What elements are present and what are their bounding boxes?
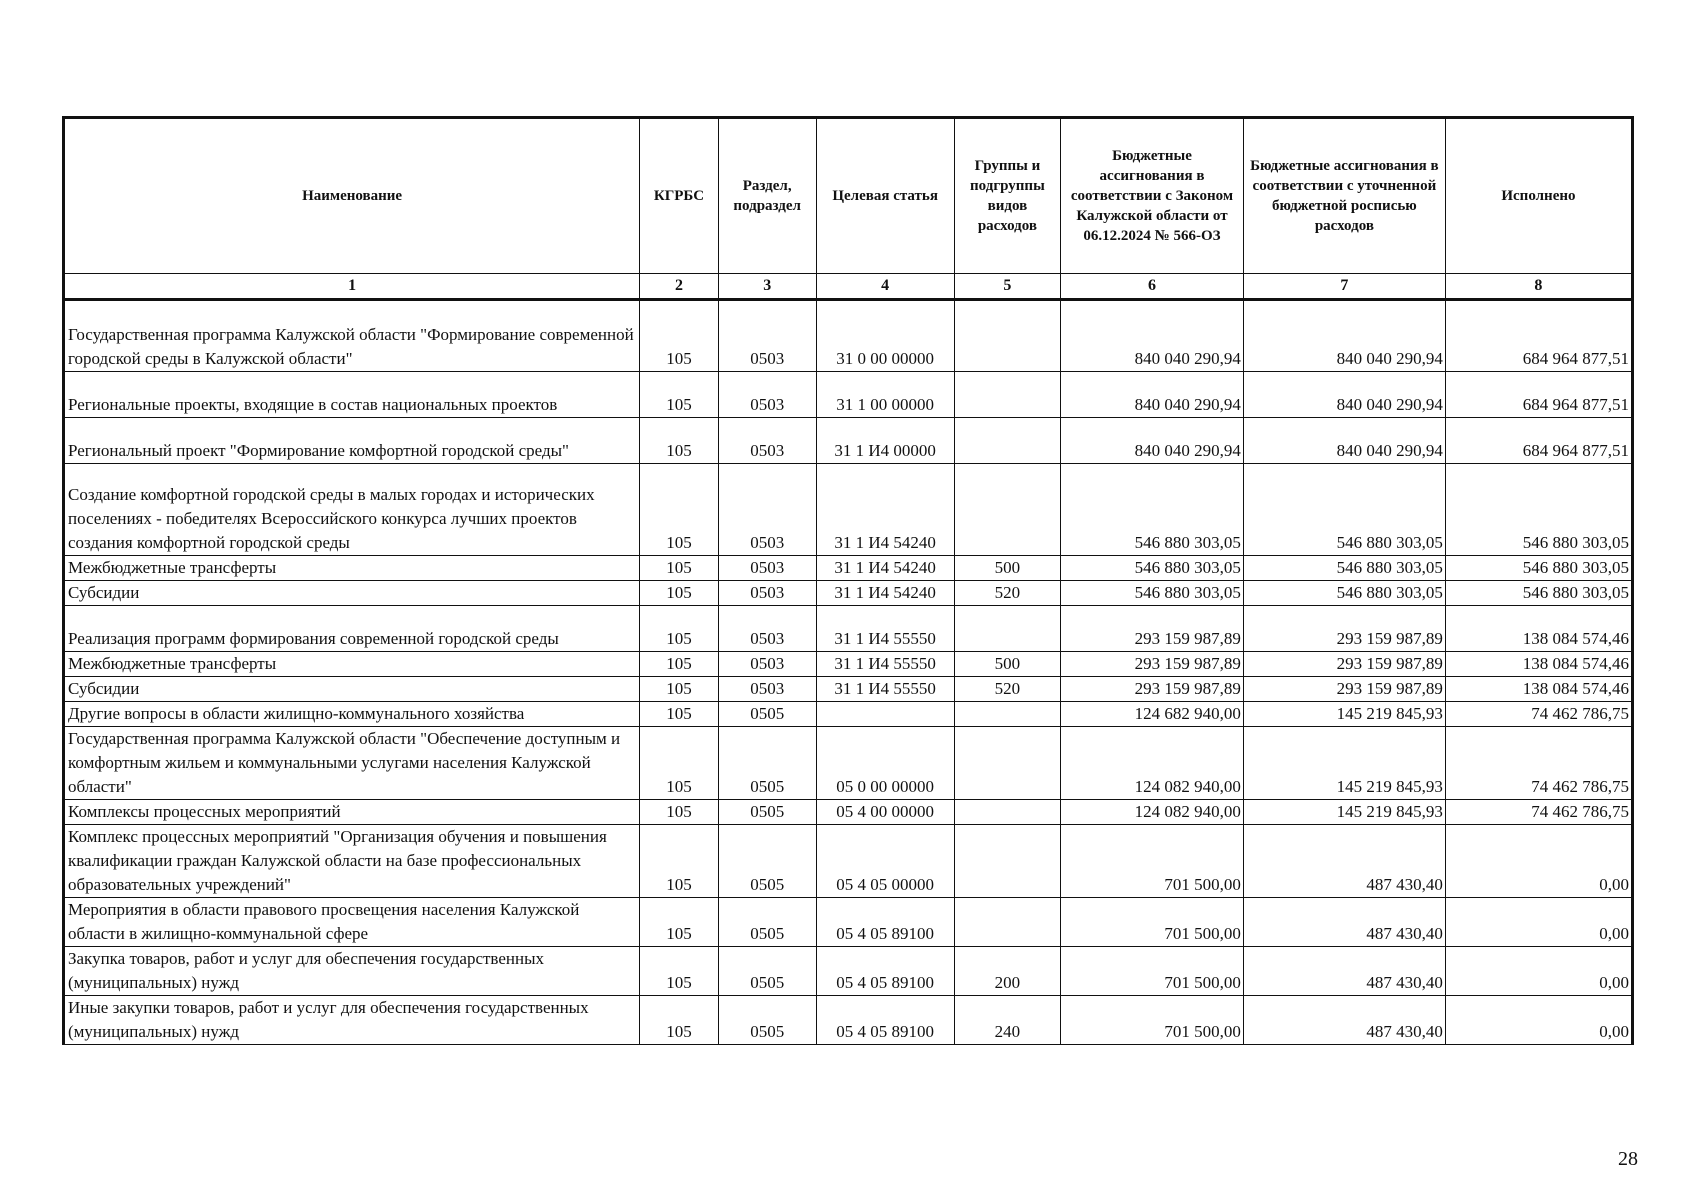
row-target-cell: 05 4 05 89100 — [816, 947, 954, 996]
row-refined-amount-cell: 546 880 303,05 — [1243, 464, 1445, 556]
row-kgrbs-cell: 105 — [640, 677, 719, 702]
row-group-cell: 500 — [954, 652, 1060, 677]
row-executed-amount-cell: 684 964 877,51 — [1445, 372, 1632, 418]
row-group-cell: 240 — [954, 996, 1060, 1045]
row-target-cell: 31 1 И4 54240 — [816, 581, 954, 606]
row-section-cell: 0505 — [718, 727, 816, 800]
row-kgrbs-cell: 105 — [640, 606, 719, 652]
row-kgrbs-cell: 105 — [640, 898, 719, 947]
row-target-cell: 31 1 00 00000 — [816, 372, 954, 418]
row-name-cell: Региональные проекты, входящие в состав национальных проектов — [64, 372, 640, 418]
row-executed-amount-cell: 546 880 303,05 — [1445, 464, 1632, 556]
row-target-cell: 05 0 00 00000 — [816, 727, 954, 800]
row-section-cell: 0503 — [718, 418, 816, 464]
row-kgrbs-cell: 105 — [640, 652, 719, 677]
row-executed-amount-cell: 546 880 303,05 — [1445, 581, 1632, 606]
row-section-cell: 0505 — [718, 898, 816, 947]
row-kgrbs-cell: 105 — [640, 372, 719, 418]
col-number: 2 — [640, 274, 719, 300]
row-law-amount-cell: 546 880 303,05 — [1061, 556, 1244, 581]
row-refined-amount-cell: 145 219 845,93 — [1243, 800, 1445, 825]
row-refined-amount-cell: 293 159 987,89 — [1243, 652, 1445, 677]
row-group-cell — [954, 702, 1060, 727]
row-executed-amount-cell: 74 462 786,75 — [1445, 727, 1632, 800]
row-executed-amount-cell: 546 880 303,05 — [1445, 556, 1632, 581]
row-refined-amount-cell: 487 430,40 — [1243, 898, 1445, 947]
row-group-cell — [954, 464, 1060, 556]
table-row — [64, 581, 1633, 606]
table-row — [64, 800, 1633, 825]
row-section-cell: 0503 — [718, 372, 816, 418]
row-section-cell: 0503 — [718, 300, 816, 372]
row-target-cell — [816, 702, 954, 727]
table-header-row — [64, 118, 1633, 274]
row-law-amount-cell: 840 040 290,94 — [1061, 418, 1244, 464]
row-executed-amount-cell: 0,00 — [1445, 996, 1632, 1045]
row-group-cell: 520 — [954, 677, 1060, 702]
row-law-amount-cell: 293 159 987,89 — [1061, 606, 1244, 652]
row-law-amount-cell: 701 500,00 — [1061, 825, 1244, 898]
row-refined-amount-cell: 840 040 290,94 — [1243, 300, 1445, 372]
row-target-cell: 31 0 00 00000 — [816, 300, 954, 372]
row-section-cell: 0503 — [718, 581, 816, 606]
header-name: Наименование — [64, 118, 640, 274]
row-refined-amount-cell: 487 430,40 — [1243, 947, 1445, 996]
row-name-cell: Закупка товаров, работ и услуг для обеспечения государственных (муниципальных) нужд — [64, 947, 640, 996]
row-refined-amount-cell: 840 040 290,94 — [1243, 372, 1445, 418]
table-row — [64, 372, 1633, 418]
row-target-cell: 31 1 И4 54240 — [816, 556, 954, 581]
row-law-amount-cell: 293 159 987,89 — [1061, 652, 1244, 677]
row-executed-amount-cell: 684 964 877,51 — [1445, 418, 1632, 464]
row-law-amount-cell: 840 040 290,94 — [1061, 300, 1244, 372]
row-refined-amount-cell: 487 430,40 — [1243, 996, 1445, 1045]
row-group-cell: 520 — [954, 581, 1060, 606]
row-group-cell — [954, 606, 1060, 652]
row-kgrbs-cell: 105 — [640, 825, 719, 898]
header-law: Бюджетные ассигнования в соответствии с Законом Калужской области от 06.12.2024 № 566-ОЗ — [1061, 118, 1244, 274]
row-section-cell: 0503 — [718, 606, 816, 652]
row-target-cell: 31 1 И4 55550 — [816, 677, 954, 702]
col-number: 5 — [954, 274, 1060, 300]
row-name-cell: Межбюджетные трансферты — [64, 652, 640, 677]
row-group-cell — [954, 372, 1060, 418]
row-kgrbs-cell: 105 — [640, 464, 719, 556]
budget-table — [62, 116, 1634, 1045]
table-row — [64, 898, 1633, 947]
table-row — [64, 606, 1633, 652]
row-kgrbs-cell: 105 — [640, 702, 719, 727]
row-executed-amount-cell: 0,00 — [1445, 947, 1632, 996]
row-refined-amount-cell: 293 159 987,89 — [1243, 677, 1445, 702]
col-number: 3 — [718, 274, 816, 300]
row-target-cell: 05 4 05 89100 — [816, 898, 954, 947]
row-target-cell: 31 1 И4 54240 — [816, 464, 954, 556]
row-executed-amount-cell: 0,00 — [1445, 825, 1632, 898]
row-executed-amount-cell: 138 084 574,46 — [1445, 652, 1632, 677]
col-number: 1 — [64, 274, 640, 300]
row-executed-amount-cell: 684 964 877,51 — [1445, 300, 1632, 372]
row-name-cell: Субсидии — [64, 581, 640, 606]
row-executed-amount-cell: 0,00 — [1445, 898, 1632, 947]
row-target-cell: 05 4 05 89100 — [816, 996, 954, 1045]
row-name-cell: Государственная программа Калужской области "Обеспечение доступным и комфортным жильем и коммунальными услугами населения Калужской области" — [64, 727, 640, 800]
row-section-cell: 0505 — [718, 800, 816, 825]
row-section-cell: 0505 — [718, 825, 816, 898]
row-name-cell: Создание комфортной городской среды в малых городах и исторических поселениях - победителях Всероссийского конкурса лучших проектов создания комфортной городской среды — [64, 464, 640, 556]
row-executed-amount-cell: 74 462 786,75 — [1445, 702, 1632, 727]
col-number: 8 — [1445, 274, 1632, 300]
table-row — [64, 300, 1633, 372]
row-kgrbs-cell: 105 — [640, 947, 719, 996]
header-kgrbs: КГРБС — [640, 118, 719, 274]
col-number: 7 — [1243, 274, 1445, 300]
row-law-amount-cell: 701 500,00 — [1061, 947, 1244, 996]
row-name-cell: Комплексы процессных мероприятий — [64, 800, 640, 825]
row-name-cell: Субсидии — [64, 677, 640, 702]
row-section-cell: 0503 — [718, 556, 816, 581]
row-law-amount-cell: 546 880 303,05 — [1061, 581, 1244, 606]
row-name-cell: Государственная программа Калужской области "Формирование современной городской среды в Калужской области" — [64, 300, 640, 372]
column-number-row — [64, 274, 1633, 300]
table-row — [64, 727, 1633, 800]
col-number: 4 — [816, 274, 954, 300]
row-name-cell: Мероприятия в области правового просвещения населения Калужской области в жилищно-коммунальной сфере — [64, 898, 640, 947]
row-target-cell: 31 1 И4 00000 — [816, 418, 954, 464]
row-executed-amount-cell: 74 462 786,75 — [1445, 800, 1632, 825]
row-section-cell: 0503 — [718, 652, 816, 677]
row-group-cell — [954, 300, 1060, 372]
row-kgrbs-cell: 105 — [640, 581, 719, 606]
row-target-cell: 31 1 И4 55550 — [816, 652, 954, 677]
row-kgrbs-cell: 105 — [640, 556, 719, 581]
row-name-cell: Комплекс процессных мероприятий "Организация обучения и повышения квалификации граждан Калужской области на базе профессиональных образовательных учреждений" — [64, 825, 640, 898]
header-group: Группы и подгруппы видов расходов — [954, 118, 1060, 274]
row-law-amount-cell: 124 682 940,00 — [1061, 702, 1244, 727]
table-row — [64, 418, 1633, 464]
table-row — [64, 996, 1633, 1045]
row-section-cell: 0505 — [718, 947, 816, 996]
row-law-amount-cell: 546 880 303,05 — [1061, 464, 1244, 556]
row-refined-amount-cell: 840 040 290,94 — [1243, 418, 1445, 464]
row-kgrbs-cell: 105 — [640, 300, 719, 372]
row-section-cell: 0503 — [718, 464, 816, 556]
row-refined-amount-cell: 546 880 303,05 — [1243, 581, 1445, 606]
row-kgrbs-cell: 105 — [640, 800, 719, 825]
row-refined-amount-cell: 145 219 845,93 — [1243, 702, 1445, 727]
row-name-cell: Межбюджетные трансферты — [64, 556, 640, 581]
header-executed: Исполнено — [1445, 118, 1632, 274]
row-target-cell: 31 1 И4 55550 — [816, 606, 954, 652]
row-law-amount-cell: 124 082 940,00 — [1061, 727, 1244, 800]
row-kgrbs-cell: 105 — [640, 996, 719, 1045]
row-law-amount-cell: 293 159 987,89 — [1061, 677, 1244, 702]
table-row — [64, 556, 1633, 581]
row-target-cell: 05 4 00 00000 — [816, 800, 954, 825]
row-group-cell: 500 — [954, 556, 1060, 581]
table-row — [64, 702, 1633, 727]
page-number: 28 — [1618, 1148, 1638, 1170]
row-group-cell: 200 — [954, 947, 1060, 996]
budget-table-container — [62, 116, 1634, 1045]
row-kgrbs-cell: 105 — [640, 418, 719, 464]
row-law-amount-cell: 701 500,00 — [1061, 898, 1244, 947]
row-law-amount-cell: 701 500,00 — [1061, 996, 1244, 1045]
table-row — [64, 947, 1633, 996]
header-refined: Бюджетные ассигнования в соответствии с уточненной бюджетной росписью расходов — [1243, 118, 1445, 274]
row-kgrbs-cell: 105 — [640, 727, 719, 800]
row-executed-amount-cell: 138 084 574,46 — [1445, 606, 1632, 652]
col-number: 6 — [1061, 274, 1244, 300]
row-law-amount-cell: 840 040 290,94 — [1061, 372, 1244, 418]
header-target: Целевая статья — [816, 118, 954, 274]
table-row — [64, 464, 1633, 556]
row-executed-amount-cell: 138 084 574,46 — [1445, 677, 1632, 702]
row-refined-amount-cell: 546 880 303,05 — [1243, 556, 1445, 581]
row-group-cell — [954, 898, 1060, 947]
row-section-cell: 0503 — [718, 677, 816, 702]
row-target-cell: 05 4 05 00000 — [816, 825, 954, 898]
table-row — [64, 825, 1633, 898]
row-section-cell: 0505 — [718, 702, 816, 727]
row-law-amount-cell: 124 082 940,00 — [1061, 800, 1244, 825]
table-row — [64, 677, 1633, 702]
row-group-cell — [954, 825, 1060, 898]
row-group-cell — [954, 727, 1060, 800]
header-section: Раздел, подраздел — [718, 118, 816, 274]
row-section-cell: 0505 — [718, 996, 816, 1045]
row-name-cell: Иные закупки товаров, работ и услуг для обеспечения государственных (муниципальных) нужд — [64, 996, 640, 1045]
row-refined-amount-cell: 293 159 987,89 — [1243, 606, 1445, 652]
row-group-cell — [954, 800, 1060, 825]
row-group-cell — [954, 418, 1060, 464]
table-row — [64, 652, 1633, 677]
row-refined-amount-cell: 487 430,40 — [1243, 825, 1445, 898]
row-name-cell: Региональный проект "Формирование комфортной городской среды" — [64, 418, 640, 464]
row-refined-amount-cell: 145 219 845,93 — [1243, 727, 1445, 800]
row-name-cell: Реализация программ формирования современной городской среды — [64, 606, 640, 652]
row-name-cell: Другие вопросы в области жилищно-коммунального хозяйства — [64, 702, 640, 727]
